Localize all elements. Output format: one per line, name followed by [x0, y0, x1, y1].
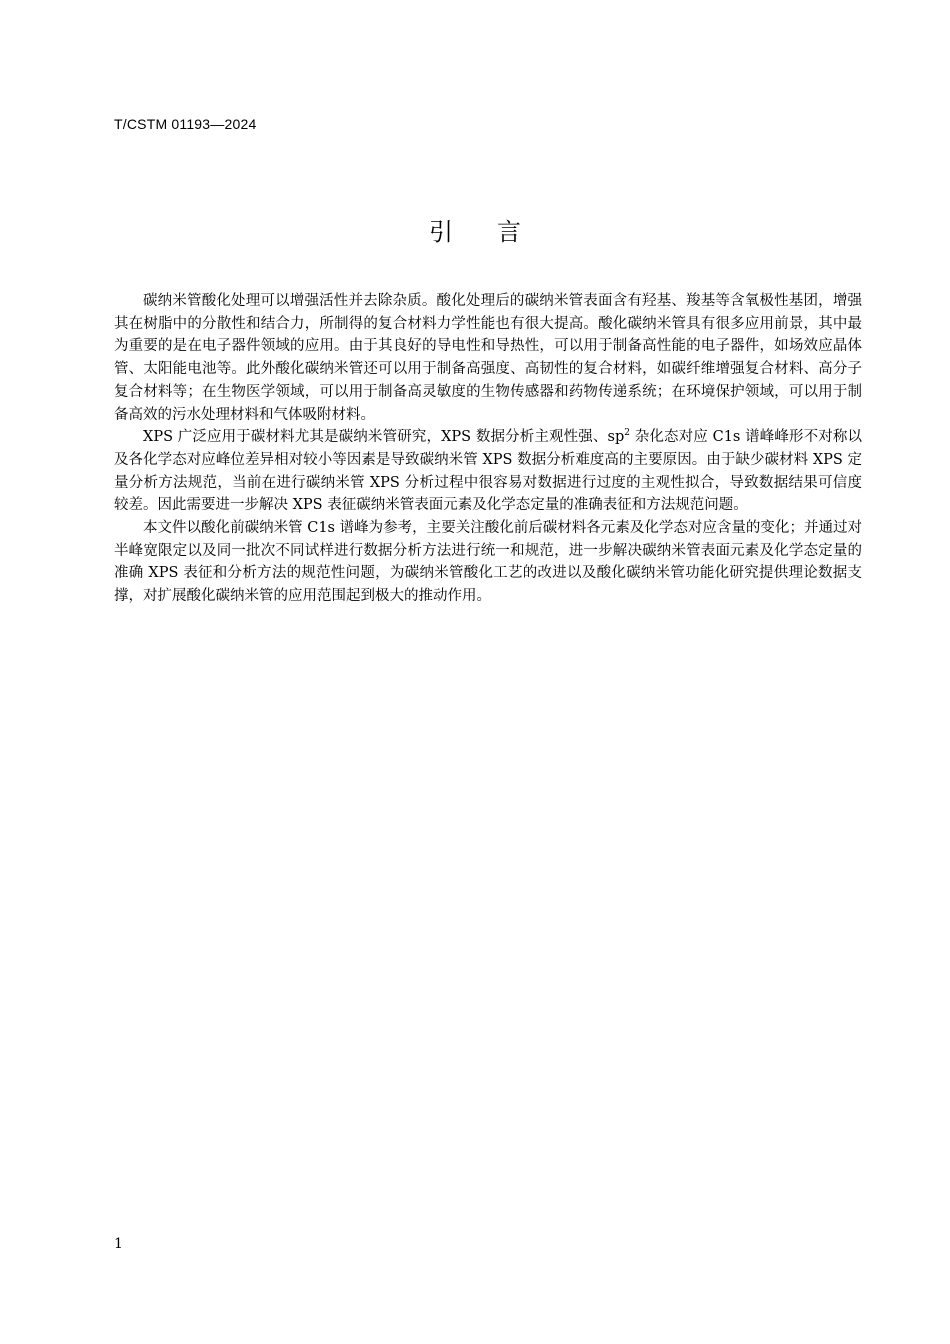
paragraph-2-part-a: XPS 广泛应用于碳材料尤其是碳纳米管研究，XPS 数据分析主观性强、sp: [143, 429, 625, 446]
document-code: T/CSTM 01193—2024: [114, 116, 257, 132]
superscript-2: 2: [624, 428, 630, 439]
paragraph-2-part-b: 杂化态对应 C1s 谱峰峰形不对称以及各化学态对应峰位差异相对较小等因素是导致碳纳米管 XPS 数据分析难度高的主要原因。由于缺少碳材料 XPS 定量分析方法规范，当前在进行碳纳米管 XPS 分析过程中很容易对数据进行过度的主观性拟合，导致数据结果可信度较差。因此需要进一步解决 XPS 表征碳纳米管表面元素及化学态定量的准确表征和方法规范问题。: [114, 429, 863, 514]
paragraph-3: 本文件以酸化前碳纳米管 C1s 谱峰为参考，主要关注酸化前后碳材料各元素及化学态对应含量的变化；并通过对半峰宽限定以及同一批次不同试样进行数据分析方法进行统一和规范，进一步解决碳纳米管表面元素及化学态定量的准确 XPS 表征和分析方法的规范性问题，为碳纳米管酸化工艺的改进以及酸化碳纳米管功能化研究提供理论数据支撑，对扩展酸化碳纳米管的应用范围起到极大的推动作用。: [114, 520, 862, 605]
paragraph-1: 碳纳米管酸化处理可以增强活性并去除杂质。酸化处理后的碳纳米管表面含有羟基、羧基等含氧极性基团，增强其在树脂中的分散性和结合力，所制得的复合材料力学性能也有很大提高。酸化碳纳米管具有很多应用前景，其中最为重要的是在电子器件领域的应用。由于其良好的导电性和导热性，可以用于制备高性能的电子器件，如场效应晶体管、太阳能电池等。此外酸化碳纳米管还可以用于制备高强度、高韧性的复合材料，如碳纤维增强复合材料、高分子复合材料等；在生物医学领域，可以用于制备高灵敏度的生物传感器和药物传递系统；在环境保护领域，可以用于制备高效的污水处理材料和气体吸附材料。: [114, 293, 862, 423]
page-number: 1: [114, 1236, 123, 1252]
page-title: 引言: [429, 218, 565, 246]
introduction-body: [114, 290, 862, 608]
paragraph-2: [114, 426, 862, 517]
